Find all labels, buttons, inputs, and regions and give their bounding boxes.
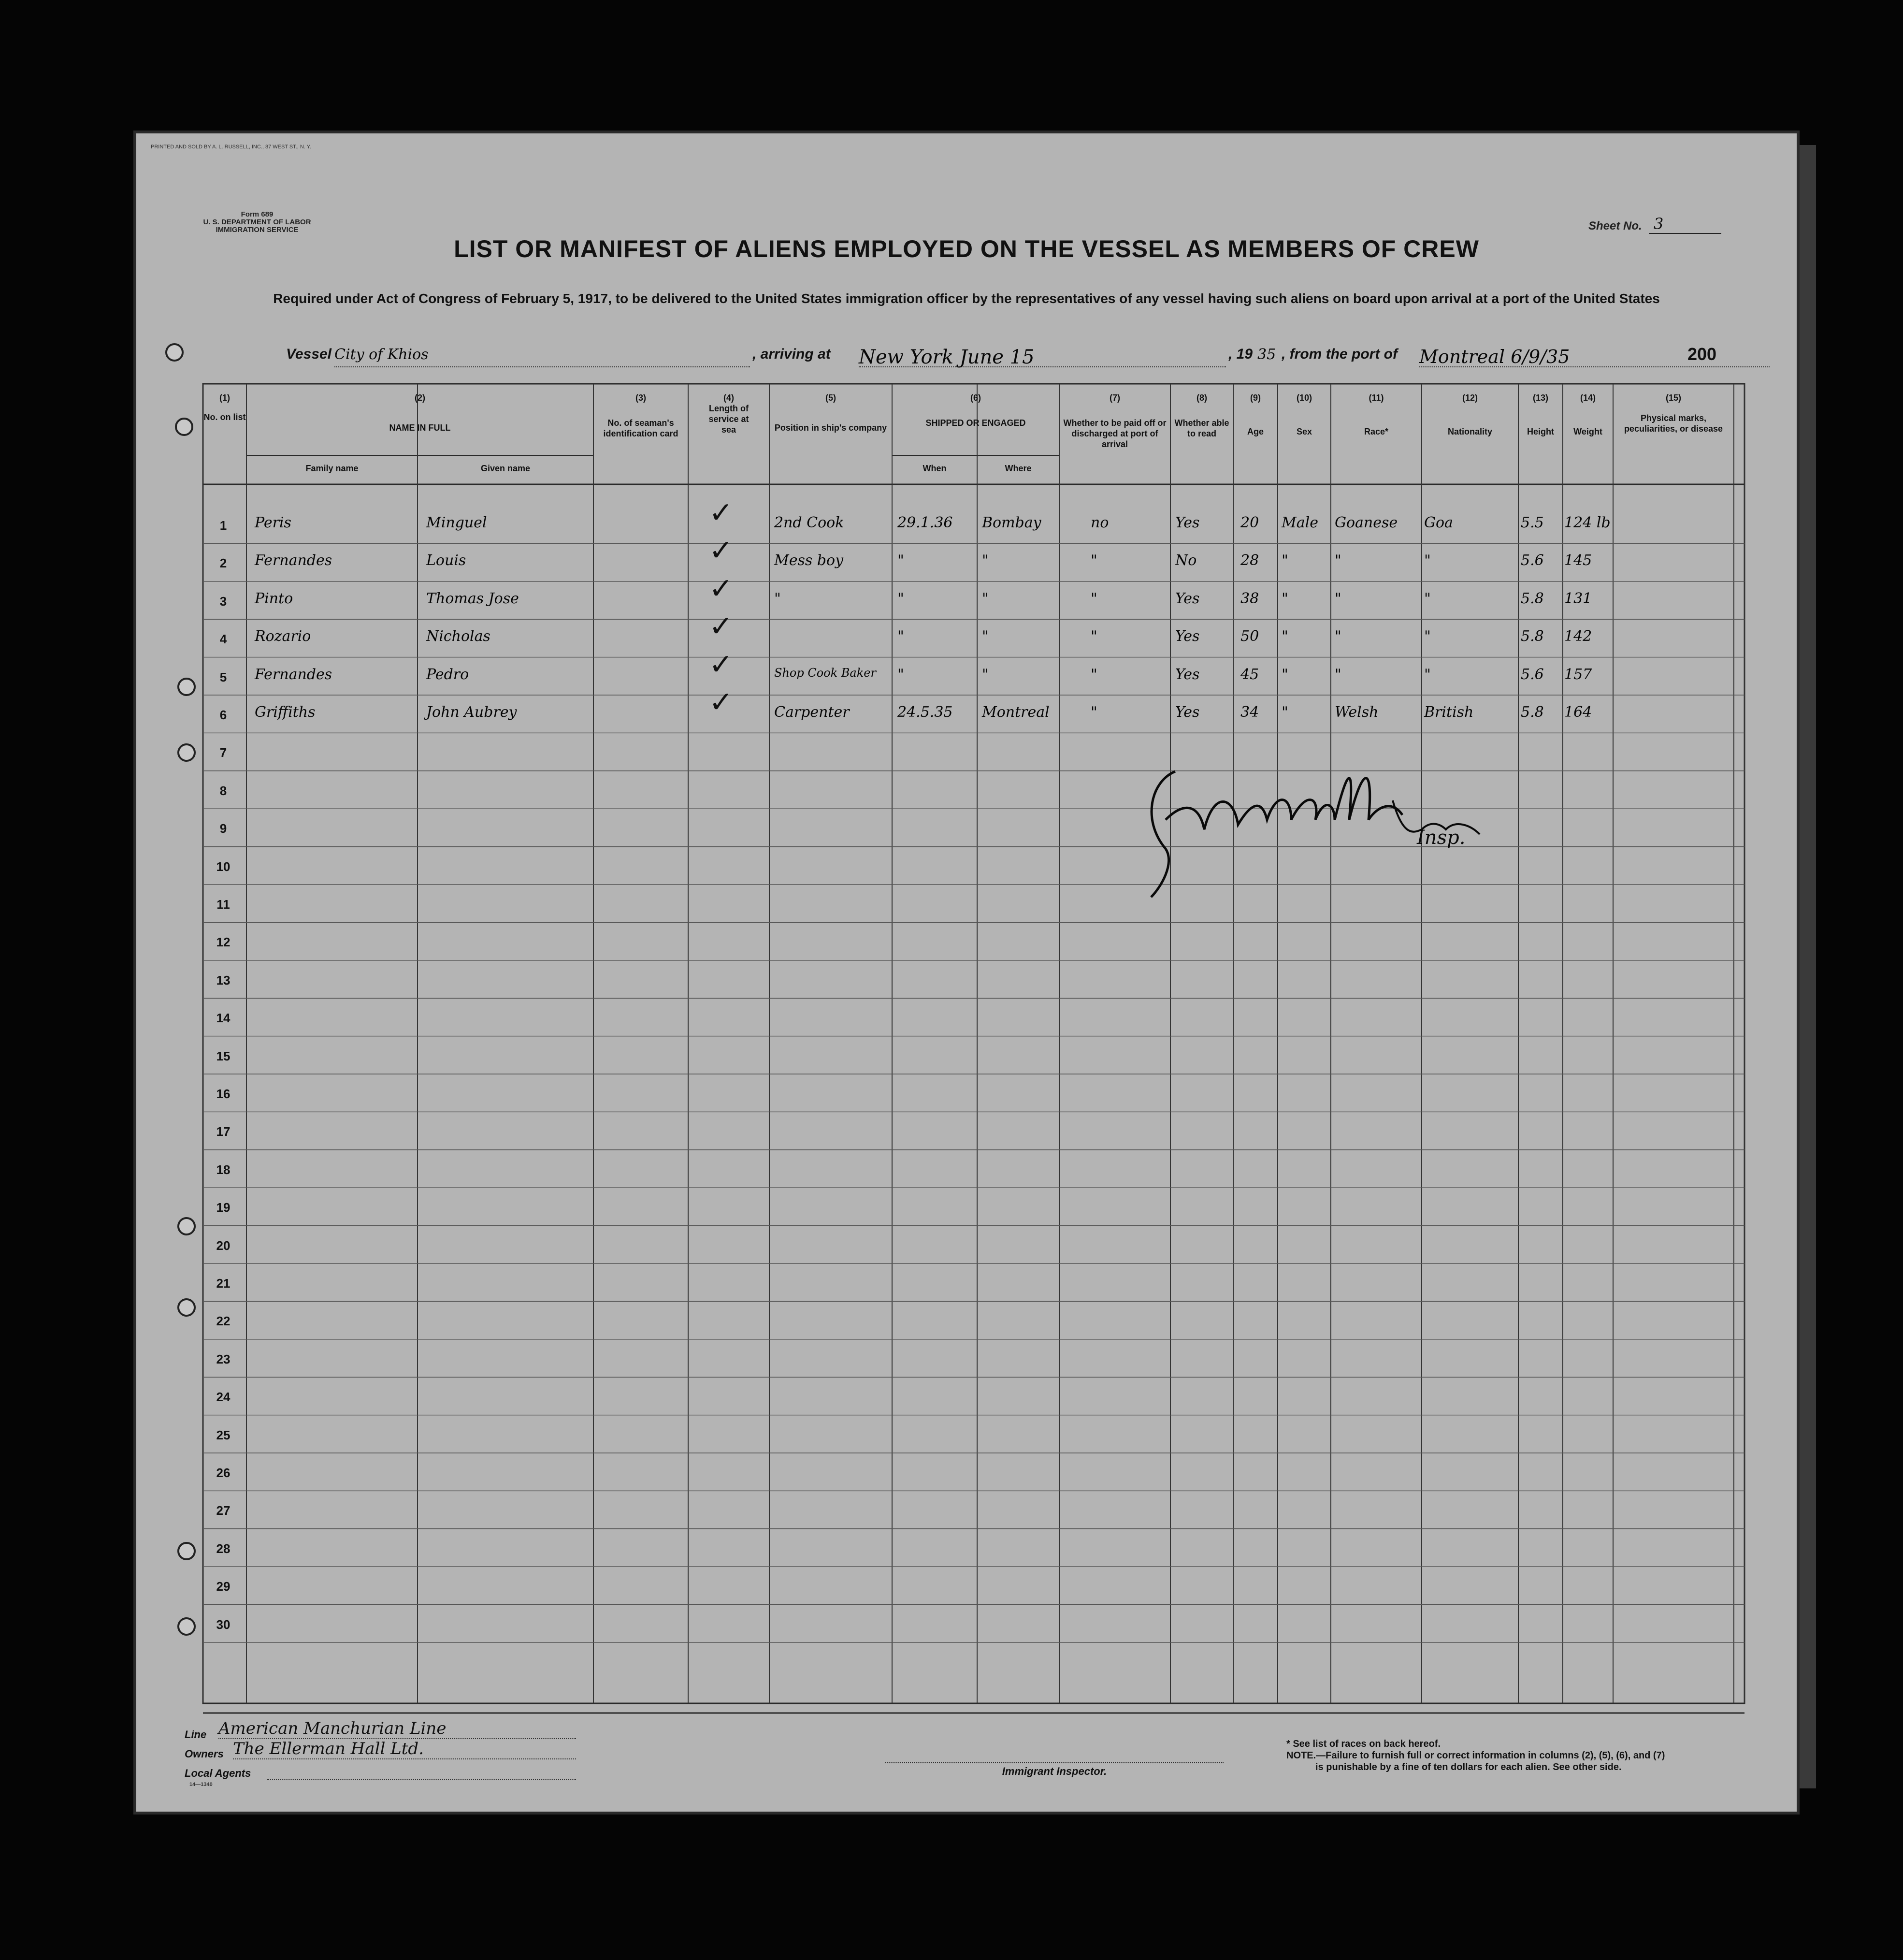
col-1-header [203,392,246,422]
shipped-where-cell: " [982,552,989,569]
family-name-cell: Fernandes [255,552,332,569]
height-cell: 5.8 [1521,590,1544,607]
arriving-at: New York June 15 [859,346,1226,367]
shipped-when-cell: " [897,590,904,607]
shipped-when-cell: " [897,666,904,683]
col-4-header [688,392,769,435]
family-name-cell: Fernandes [255,666,332,683]
note-fine: NOTE.—Failure to furnish full or correct information in columns (2), (5), (6), and (7) [1286,1750,1665,1761]
col-12-header [1422,392,1518,437]
given-name-cell: Minguel [426,514,487,531]
col-title: Physical marks, peculiarities, or disease [1624,413,1723,434]
row-number: 14 [216,1011,231,1026]
position-cell: Shop Cook Baker [774,666,876,680]
race-cell: " [1335,552,1341,569]
sheet-label: Sheet No. [1588,219,1642,232]
manifest-sheet [136,133,1797,1812]
row-number: 1 [219,518,227,533]
row-number: 16 [216,1087,231,1101]
col-8-header [1170,392,1233,439]
row-number: 13 [216,973,231,987]
row-number: 15 [216,1048,231,1063]
height-cell: 5.6 [1521,666,1544,683]
sex-cell: " [1282,552,1288,569]
shipped-where-cell: " [982,590,989,607]
inspector-signature [1132,762,1518,907]
nationality-cell: " [1424,628,1431,645]
col-15-header [1613,392,1734,434]
shipped-when-cell: 29.1.36 [897,514,953,531]
col-11-header [1331,392,1422,437]
col-num: (1) [219,393,230,403]
paid-off-cell: " [1091,704,1097,721]
race-cell: " [1335,628,1341,645]
able-to-read-cell: Yes [1175,666,1200,683]
age-cell: 20 [1240,514,1259,531]
col-3-header [593,392,688,439]
shipped-where-cell: " [982,628,989,645]
year-label: , 19 [1228,346,1253,362]
row-number: 12 [216,935,231,950]
form-code: 14—1340 [189,1782,213,1787]
col-title: SHIPPED OR ENGAGED [925,418,1026,428]
col-num: (9) [1250,393,1261,403]
col-2-header [246,392,593,433]
family-name-cell: Rozario [255,628,311,645]
shipped-when-cell: " [897,552,904,569]
inspector-label: Immigrant Inspector. [885,1762,1224,1778]
service-name: IMMIGRATION SERVICE [216,226,299,234]
col-num: (7) [1110,393,1120,403]
row-number: 20 [216,1238,231,1253]
race-cell: " [1335,590,1341,607]
stamp-number: 200 [1687,344,1717,364]
given-name-cell: Pedro [426,666,469,683]
col-title: NAME IN FULL [389,423,451,433]
sex-cell: Male [1282,514,1318,531]
position-cell: " [774,590,781,607]
shipped-when-cell: 24.5.35 [897,704,953,721]
age-cell: 28 [1240,552,1259,569]
department-name: U. S. DEPARTMENT OF LABOR [203,218,311,226]
col-title: Height [1527,427,1554,436]
able-to-read-cell: No [1175,552,1197,569]
row-number: 9 [219,821,227,836]
col-title: Age [1247,427,1264,436]
row-number: 5 [219,669,227,684]
nationality-cell: Goa [1424,514,1453,531]
given-name-header: Given name [480,464,531,473]
when-header: When [923,464,947,473]
row-number: 28 [216,1541,231,1556]
manifest-grid [136,133,1797,1812]
agents-label: Local Agents [185,1767,251,1779]
height-cell: 5.8 [1521,704,1544,721]
sex-cell: " [1282,666,1288,683]
owners-label: Owners [185,1748,224,1760]
col-14-header [1563,392,1613,437]
nationality-cell: British [1424,704,1474,721]
shipped-when-cell: " [897,628,904,645]
col-7-header [1059,392,1170,450]
row-number: 11 [216,897,230,912]
col-num: (15) [1665,393,1681,403]
weight-cell: 131 [1564,590,1592,607]
row-number: 24 [216,1390,231,1405]
col-num: (8) [1197,393,1207,403]
col-title: Whether able to read [1174,418,1229,438]
given-name-cell: Thomas Jose [426,590,519,607]
row-number: 4 [219,632,227,647]
family-name-cell: Peris [255,514,291,531]
col-title: Length of service at sea [708,404,749,435]
service-check-cell: ✓ [709,686,734,718]
paid-off-cell: " [1091,552,1097,569]
height-cell: 5.6 [1521,552,1544,569]
sex-cell: " [1282,628,1288,645]
col-num: (12) [1462,393,1478,403]
family-name-cell: Griffiths [255,704,316,721]
height-cell: 5.5 [1521,514,1544,531]
row-number: 26 [216,1466,231,1480]
footer-notes [1286,1738,1665,1773]
col-title: Nationality [1447,427,1492,436]
weight-cell: 157 [1564,666,1592,683]
row-number: 3 [219,594,227,609]
race-cell: " [1335,666,1341,683]
service-check-cell: ✓ [709,572,734,605]
col-10-header [1278,392,1331,437]
row-number: 30 [216,1617,231,1632]
able-to-read-cell: Yes [1175,628,1200,645]
col-title: No. of seaman's identification card [603,418,678,438]
family-name-cell: Pinto [255,590,293,607]
given-name-cell: Nicholas [426,628,490,645]
vessel-name: City of Khios [334,346,750,367]
note-fine-cont: is punishable by a fine of ten dollars for each alien. See other side. [1315,1762,1622,1772]
paid-off-cell: no [1091,514,1109,531]
line-value: American Manchurian Line [218,1719,576,1739]
col-num: (3) [635,393,646,403]
printer-line: PRINTED AND SOLD BY A. L. RUSSELL, INC., 87 WEST ST., N. Y. [151,144,311,150]
col-9-header [1233,392,1278,437]
col-num: (13) [1532,393,1548,403]
row-number: 29 [216,1579,231,1594]
col-num: (4) [723,393,734,403]
able-to-read-cell: Yes [1175,590,1200,607]
age-cell: 45 [1240,666,1259,683]
col-title: Weight [1573,427,1602,436]
sex-cell: " [1282,590,1288,607]
age-cell: 50 [1240,628,1259,645]
able-to-read-cell: Yes [1175,514,1200,531]
paid-off-cell: " [1091,628,1097,645]
sheet-number: 3 [1649,215,1721,234]
age-cell: 34 [1240,704,1259,721]
col-title: Whether to be paid off or discharged at port of arrival [1063,418,1167,449]
col-title: Sex [1296,427,1312,436]
inspector-title: Insp. [1417,827,1466,849]
paid-off-cell: " [1091,590,1097,607]
weight-cell: 164 [1564,704,1592,721]
weight-cell: 145 [1564,552,1592,569]
agents-value [267,1760,576,1780]
given-name-cell: Louis [426,552,466,569]
col-num: (14) [1580,393,1596,403]
weight-cell: 142 [1564,628,1592,645]
able-to-read-cell: Yes [1175,704,1200,721]
row-number: 8 [219,783,227,798]
col-num: (6) [970,393,981,403]
port-of-departure: Montreal 6/9/35 [1419,346,1770,367]
year-value: 35 [1257,346,1276,363]
row-number: 22 [216,1314,231,1329]
note-races: * See list of races on back hereof. [1286,1739,1441,1749]
age-cell: 38 [1240,590,1259,607]
row-number: 25 [216,1427,231,1442]
port-label: , from the port of [1282,346,1398,362]
subtitle: Required under Act of Congress of February 5, 1917, to be delivered to the United States immigration officer by the representatives of any vessel having such aliens on board upon arrival at a port of the United States [273,291,1660,306]
sex-cell: " [1282,704,1288,721]
family-name-header: Family name [305,464,359,473]
col-num: (5) [825,393,836,403]
col-6-header [892,392,1059,428]
paid-off-cell: " [1091,666,1097,683]
row-number: 10 [216,859,231,874]
position-cell: Carpenter [774,704,850,721]
service-check-cell: ✓ [709,648,734,681]
race-cell: Welsh [1335,704,1379,721]
page-title: LIST OR MANIFEST OF ALIENS EMPLOYED ON THE VESSEL AS MEMBERS OF CREW [454,235,1479,262]
row-number: 27 [216,1503,231,1518]
position-cell: 2nd Cook [774,514,844,531]
row-number: 6 [219,708,227,722]
line-label: Line [185,1728,207,1741]
vessel-label: Vessel [286,346,332,362]
form-number: Form 689 [241,210,274,218]
col-13-header [1518,392,1563,437]
weight-cell: 124 lb [1564,514,1611,531]
where-header: Where [1005,464,1032,473]
row-number: 23 [216,1351,231,1366]
arriving-label: , arriving at [752,346,831,362]
shipped-where-cell: Bombay [982,514,1041,531]
col-num: (2) [415,393,425,403]
col-title: No. on list [203,412,246,422]
shipped-where-cell: " [982,666,989,683]
paper-edge [1797,145,1816,1788]
service-check-cell: ✓ [709,610,734,643]
service-check-cell: ✓ [709,534,734,567]
row-number: 19 [216,1200,231,1215]
col-num: (11) [1369,393,1384,403]
given-name-cell: John Aubrey [426,704,517,721]
col-5-header [769,392,892,433]
row-number: 17 [216,1124,231,1139]
shipped-where-cell: Montreal [982,704,1050,721]
row-number: 18 [216,1162,231,1177]
row-number: 2 [219,556,227,571]
row-number: 21 [216,1276,231,1291]
nationality-cell: " [1424,666,1431,683]
nationality-cell: " [1424,552,1431,569]
service-check-cell: ✓ [709,496,734,529]
race-cell: Goanese [1335,514,1398,531]
col-title: Race* [1364,427,1389,436]
row-number: 7 [219,745,227,760]
col-title: Position in ship's company [774,423,887,433]
height-cell: 5.8 [1521,628,1544,645]
nationality-cell: " [1424,590,1431,607]
owners-value: The Ellerman Hall Ltd. [233,1739,576,1759]
position-cell: Mess boy [774,552,844,569]
col-num: (10) [1296,393,1312,403]
